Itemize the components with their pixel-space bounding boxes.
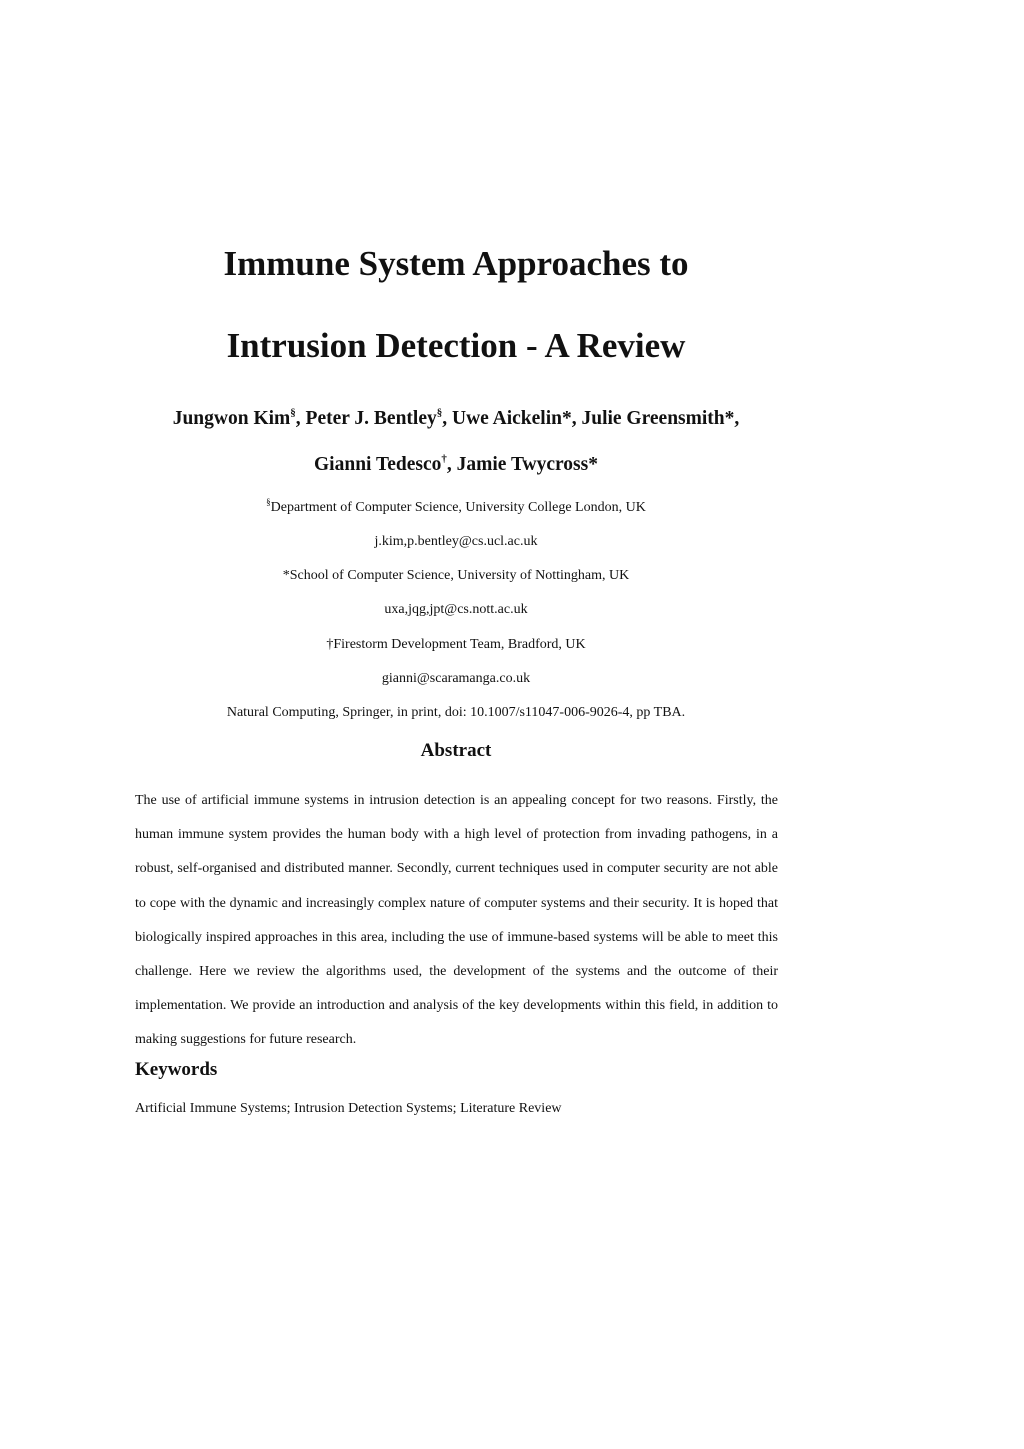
affiliation-ucl xyxy=(0,498,912,518)
affiliation-text: Department of Computer Science, University College London, UK xyxy=(270,500,646,515)
author-affiliation-mark: § xyxy=(290,407,296,419)
keywords-heading: Keywords xyxy=(135,1059,218,1080)
author-name: Gianni Tedesco xyxy=(314,454,442,475)
affiliation-nottingham: *School of Computer Science, University of Nottingham, UK xyxy=(282,568,630,583)
email-ucl: j.kim,p.bentley@cs.ucl.ac.uk xyxy=(374,534,538,549)
author-name: Peter J. Bentley xyxy=(305,408,437,429)
author-list-line-1: Jungwon Kim§, Peter J. Bentley§, Uwe Aickelin*, Julie Greensmith*, xyxy=(172,407,740,429)
publication-note: Natural Computing, Springer, in print, doi: 10.1007/s11047-006-9026-4, pp TBA. xyxy=(226,705,686,720)
paper-title-line-2: Intrusion Detection - A Review xyxy=(226,326,686,365)
affiliation-firestorm: †Firestorm Development Team, Bradford, UK xyxy=(326,637,586,652)
keywords-text: Artificial Immune Systems; Intrusion Detection Systems; Literature Review xyxy=(135,1101,562,1116)
author-list-line-2: Gianni Tedesco†, Jamie Twycross* xyxy=(314,453,598,475)
paper-title-line-1: Immune System Approaches to xyxy=(223,244,689,283)
author-affiliation-mark: † xyxy=(441,453,447,465)
author-name: Uwe Aickelin* xyxy=(452,408,572,429)
email-nottingham: uxa,jqg,jpt@cs.nott.ac.uk xyxy=(384,602,528,617)
author-name: Jamie Twycross* xyxy=(456,454,598,475)
abstract-text: The use of artificial immune systems in intrusion detection is an appealing concept for two reasons. Firstly, the human immune system provides the human body with a high level of protection from invading pathogens, in a robust, self-organised and distributed manner. Secondly, current techniques used in computer security are not able to cope with the dynamic and increasingly complex nature of computer systems and their security. It is hoped that biologically inspired approaches in this area, including the use of immune-based systems will be able to meet this challenge. Here we review the algorithms used, the development of the systems and the outcome of their implementation. We provide an introduction and analysis of the key developments within this field, in addition to making suggestions for future research. xyxy=(135,793,778,1048)
affiliation-mark: § xyxy=(266,497,271,507)
author-name: Jungwon Kim xyxy=(172,408,291,429)
author-affiliation-mark: § xyxy=(436,407,443,419)
email-firestorm: gianni@scaramanga.co.uk xyxy=(381,671,531,686)
author-name: Julie Greensmith* xyxy=(581,408,735,429)
abstract-heading: Abstract xyxy=(420,740,492,761)
